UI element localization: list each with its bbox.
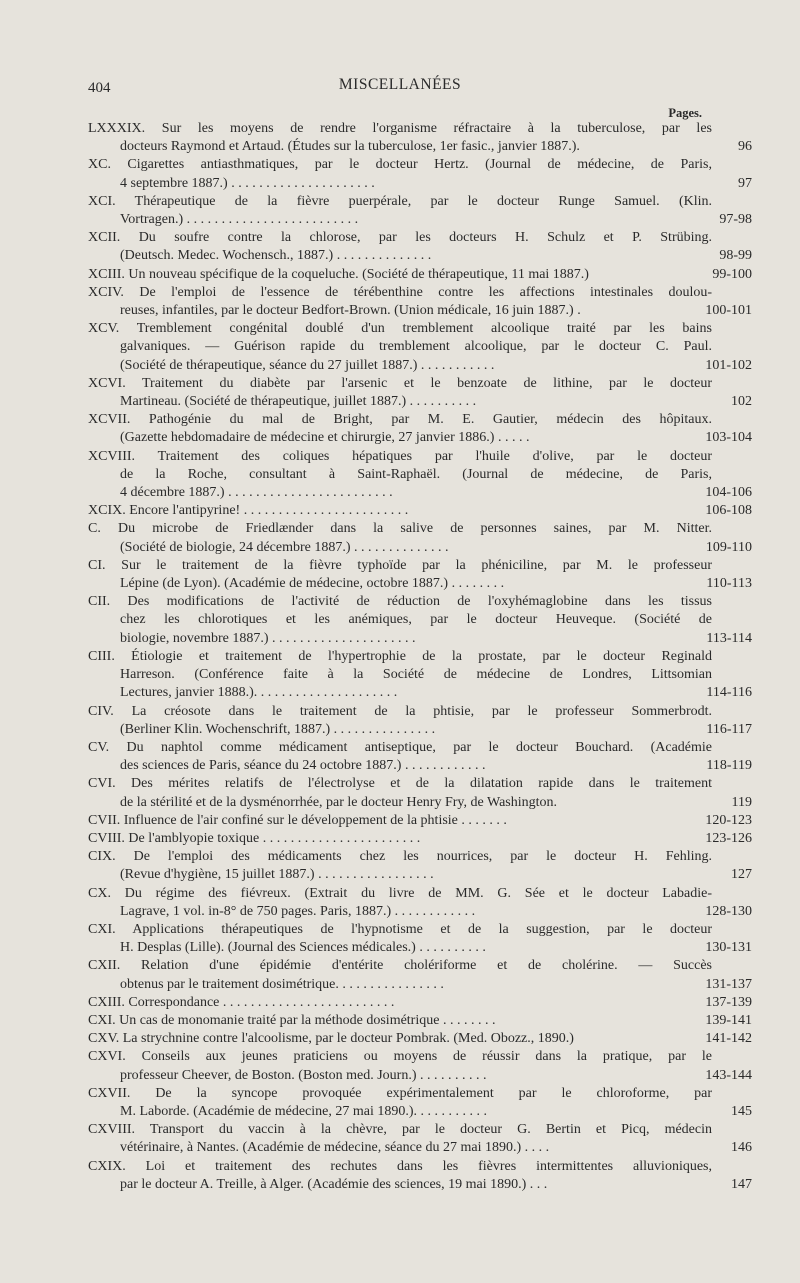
toc-entry bbox=[88, 320, 752, 375]
toc-entry-line: CXI. Applications thérapeutiques de l'hypnotisme et de la suggestion, par le docteur bbox=[88, 921, 712, 937]
toc-entry-line: CIII. Étiologie et traitement de l'hypertrophie de la prostate, par le docteur Reginald bbox=[88, 648, 712, 664]
toc-entry-line: XCIX. Encore l'antipyrine! . . . . . . . . . . . . . . . . . . . . . . . . bbox=[88, 503, 409, 519]
toc-entry bbox=[88, 448, 752, 503]
page-number: 404 bbox=[88, 80, 111, 96]
toc-entry-pages: 119 bbox=[731, 794, 752, 810]
toc-entry-pages: 106-108 bbox=[705, 503, 752, 519]
toc-entry-line: CX. Du régime des fiévreux. (Extrait du livre de MM. G. Sée et le docteur Labadie- bbox=[88, 885, 712, 901]
table-of-contents bbox=[88, 120, 752, 1194]
toc-entry-line: (Société de thérapeutique, séance du 27 juillet 1887.) . . . . . . . . . . . bbox=[120, 357, 495, 373]
toc-entry-line: M. Laborde. (Académie de médecine, 27 mai 1890.). . . . . . . . . . . bbox=[120, 1103, 488, 1119]
toc-entry bbox=[88, 1121, 752, 1157]
toc-entry bbox=[88, 1048, 752, 1084]
toc-entry-pages: 127 bbox=[731, 867, 752, 883]
toc-entry-pages: 147 bbox=[731, 1176, 752, 1192]
toc-entry-line: CXI. Un cas de monomanie traité par la méthode dosimétrique . . . . . . . . bbox=[88, 1012, 496, 1028]
toc-entry-line: XCII. Du soufre contre la chlorose, par les docteurs H. Schulz et P. Strübing. bbox=[88, 230, 712, 246]
toc-entry-pages: 116-117 bbox=[706, 721, 752, 737]
toc-entry bbox=[88, 848, 752, 884]
toc-entry-line: 4 septembre 1887.) . . . . . . . . . . . . . . . . . . . . . bbox=[120, 175, 375, 191]
toc-entry-pages: 145 bbox=[731, 1103, 752, 1119]
toc-entry-pages: 101-102 bbox=[705, 357, 752, 373]
toc-entry-pages: 146 bbox=[731, 1140, 752, 1156]
toc-entry-line: CVII. Influence de l'air confiné sur le développement de la phtisie . . . . . . . bbox=[88, 812, 507, 828]
toc-entry-line: CXVI. Conseils aux jeunes praticiens ou moyens de réussir dans la pratique, par le bbox=[88, 1049, 712, 1065]
toc-entry bbox=[88, 775, 752, 811]
toc-entry-pages: 102 bbox=[731, 394, 752, 410]
toc-entry bbox=[88, 921, 752, 957]
toc-entry bbox=[88, 957, 752, 993]
toc-entry-pages: 130-131 bbox=[705, 940, 752, 956]
toc-entry-line: galvaniques. — Guérison rapide du tremblement alcoolique, par le docteur C. Paul. bbox=[120, 339, 712, 355]
toc-entry-pages: 109-110 bbox=[705, 539, 752, 555]
toc-entry-line: XC. Cigarettes antiasthmatiques, par le docteur Hertz. (Journal de médecine, de Paris, bbox=[88, 157, 712, 173]
toc-entry-line: Vortragen.) . . . . . . . . . . . . . . . . . . . . . . . . . bbox=[120, 212, 359, 228]
toc-entry-line: C. Du microbe de Friedlænder dans la salive de personnes saines, par M. Nitter. bbox=[88, 521, 712, 537]
toc-entry-line: professeur Cheever, de Boston. (Boston med. Journ.) . . . . . . . . . . bbox=[120, 1067, 487, 1083]
toc-entry-line: (Gazette hebdomadaire de médecine et chirurgie, 27 janvier 1886.) . . . . . bbox=[120, 430, 530, 446]
toc-entry-line: Harreson. (Conférence faite à la Société de médecine de Londres, Littsomian bbox=[120, 667, 712, 683]
toc-entry bbox=[88, 648, 752, 703]
toc-entry-line: CXIII. Correspondance . . . . . . . . . . . . . . . . . . . . . . . . . bbox=[88, 994, 395, 1010]
toc-entry bbox=[88, 593, 752, 648]
toc-entry bbox=[88, 193, 752, 229]
running-title: MISCELLANÉES bbox=[338, 76, 462, 93]
toc-entry bbox=[88, 375, 752, 411]
toc-entry-line: XCVII. Pathogénie du mal de Bright, par M. E. Gautier, médecin des hôpitaux. bbox=[88, 412, 712, 428]
toc-entry bbox=[88, 557, 752, 593]
toc-entry bbox=[88, 739, 752, 775]
toc-entry bbox=[88, 411, 752, 447]
toc-entry-pages: 98-99 bbox=[719, 248, 752, 264]
toc-entry-line: CVI. Des mérites relatifs de l'électrolyse et de la dilatation rapide dans le traitement bbox=[88, 776, 712, 792]
toc-entry bbox=[88, 994, 752, 1012]
toc-entry-line: docteurs Raymond et Artaud. (Études sur la tuberculose, 1er fasic., janvier 1887.). bbox=[120, 139, 580, 155]
toc-entry-line: CXVIII. Transport du vaccin à la chèvre, par le docteur G. Bertin et Picq, médecin bbox=[88, 1122, 712, 1138]
toc-entry-line: CXII. Relation d'une épidémie d'entérite cholériforme et de cholérine. — Succès bbox=[88, 958, 712, 974]
toc-entry-line: Lectures, janvier 1888.). . . . . . . . . . . . . . . . . . . . . bbox=[120, 685, 398, 701]
toc-entry-pages: 118-119 bbox=[706, 758, 752, 774]
toc-entry-line: Lagrave, 1 vol. in-8° de 750 pages. Paris, 1887.) . . . . . . . . . . . . bbox=[120, 903, 476, 919]
toc-entry bbox=[88, 1158, 752, 1194]
toc-entry bbox=[88, 229, 752, 265]
toc-entry-line: par le docteur A. Treille, à Alger. (Académie des sciences, 19 mai 1890.) . . . bbox=[120, 1176, 548, 1192]
toc-entry-line: LXXXIX. Sur les moyens de rendre l'organisme réfractaire à la tuberculose, par les bbox=[88, 121, 712, 136]
toc-entry-line: H. Desplas (Lille). (Journal des Sciences médicales.) . . . . . . . . . . bbox=[120, 940, 486, 956]
toc-entry-line: CI. Sur le traitement de la fièvre typhoïde par la phéniciline, par M. le professeur bbox=[88, 557, 712, 573]
toc-entry-line: CV. Du naphtol comme médicament antiseptique, par le docteur Bouchard. (Académie bbox=[88, 739, 712, 755]
toc-entry-pages: 97-98 bbox=[719, 212, 752, 228]
toc-entry-line: XCI. Thérapeutique de la fièvre puerpérale, par le docteur Runge Samuel. (Klin. bbox=[88, 193, 712, 209]
toc-entry-line: CXVII. De la syncope provoquée expérimentalement par le chloroforme, par bbox=[88, 1085, 712, 1101]
toc-entry bbox=[88, 266, 752, 284]
toc-entry-line: Lépine (de Lyon). (Académie de médecine, octobre 1887.) . . . . . . . . bbox=[120, 576, 505, 592]
toc-entry-pages: 113-114 bbox=[706, 630, 752, 646]
toc-entry-pages: 110-113 bbox=[706, 576, 752, 592]
toc-entry-line: vétérinaire, à Nantes. (Académie de médecine, séance du 27 mai 1890.) . . . . bbox=[120, 1140, 550, 1156]
toc-entry-line: 4 décembre 1887.) . . . . . . . . . . . . . . . . . . . . . . . . bbox=[120, 485, 393, 501]
toc-entry-line: (Revue d'hygiène, 15 juillet 1887.) . . . . . . . . . . . . . . . . . bbox=[120, 867, 434, 883]
toc-entry bbox=[88, 156, 752, 192]
toc-entry-line: reuses, infantiles, par le docteur Bedfort-Brown. (Union médicale, 16 juin 1887.) . bbox=[120, 303, 581, 319]
toc-entry-line: XCIV. De l'emploi de l'essence de térébenthine contre les affections intestinales doulou- bbox=[88, 284, 712, 300]
toc-entry-pages: 123-126 bbox=[705, 830, 752, 846]
toc-entry-line: CXIX. Loi et traitement des rechutes dans les fièvres intermittentes alluvioniques, bbox=[88, 1158, 712, 1174]
toc-entry-pages: 99-100 bbox=[712, 266, 752, 282]
toc-entry bbox=[88, 1085, 752, 1121]
toc-entry bbox=[88, 1012, 752, 1030]
toc-entry-line: CII. Des modifications de l'activité de réduction de l'oxyhémaglobine dans les tissus bbox=[88, 594, 712, 610]
toc-entry-line: CIX. De l'emploi des médicaments chez les nourrices, par le docteur H. Fehling. bbox=[88, 849, 712, 865]
toc-entry-line: (Berliner Klin. Wochenschrift, 1887.) . . . . . . . . . . . . . . . bbox=[120, 721, 436, 737]
toc-entry-pages: 97 bbox=[738, 175, 752, 191]
toc-entry bbox=[88, 520, 752, 556]
toc-entry-pages: 137-139 bbox=[705, 994, 752, 1010]
toc-entry-pages: 141-142 bbox=[705, 1031, 752, 1047]
toc-entry bbox=[88, 703, 752, 739]
toc-entry-line: de la Roche, consultant à Saint-Raphaël. (Journal de médecine, de Paris, bbox=[120, 466, 712, 482]
toc-entry-line: Martineau. (Société de thérapeutique, juillet 1887.) . . . . . . . . . . bbox=[120, 394, 477, 410]
toc-entry-pages: 100-101 bbox=[705, 303, 752, 319]
toc-entry-pages: 96 bbox=[738, 139, 752, 155]
toc-entry-line: CXV. La strychnine contre l'alcoolisme, par le docteur Pombrak. (Med. Obozz., 1890.) bbox=[88, 1031, 574, 1047]
toc-entry-line: XCVIII. Traitement des coliques hépatiques par l'huile d'olive, par le docteur bbox=[88, 448, 712, 464]
toc-entry-pages: 120-123 bbox=[705, 812, 752, 828]
toc-entry-pages: 131-137 bbox=[705, 976, 752, 992]
toc-entry-line: XCVI. Traitement du diabète par l'arsenic et le benzoate de lithine, par le docteur bbox=[88, 375, 712, 391]
toc-entry-line: CVIII. De l'amblyopie toxique . . . . . . . . . . . . . . . . . . . . . . . bbox=[88, 830, 421, 846]
toc-entry-line: (Deutsch. Medec. Wochensch., 1887.) . . . . . . . . . . . . . . bbox=[120, 248, 432, 264]
toc-entry-line: (Société de biologie, 24 décembre 1887.) . . . . . . . . . . . . . . bbox=[120, 539, 449, 555]
page-header bbox=[0, 76, 800, 100]
toc-entry bbox=[88, 120, 752, 156]
toc-entry-pages: 139-141 bbox=[705, 1012, 752, 1028]
toc-entry bbox=[88, 502, 752, 520]
pages-column-label: Pages. bbox=[668, 106, 702, 120]
toc-entry-line: des sciences de Paris, séance du 24 octobre 1887.) . . . . . . . . . . . . bbox=[120, 758, 486, 774]
toc-entry-line: chez les chlorotiques et les anémiques, par le docteur Heuveque. (Société de bbox=[120, 612, 712, 628]
toc-entry-line: CIV. La créosote dans le traitement de la phtisie, par le professeur Sommerbrodt. bbox=[88, 703, 712, 719]
toc-entry bbox=[88, 885, 752, 921]
toc-entry bbox=[88, 284, 752, 320]
toc-entry-line: biologie, novembre 1887.) . . . . . . . . . . . . . . . . . . . . . bbox=[120, 630, 416, 646]
toc-entry-line: obtenus par le traitement dosimétrique. . . . . . . . . . . . . . . . bbox=[120, 976, 444, 992]
toc-entry bbox=[88, 812, 752, 830]
toc-entry-pages: 114-116 bbox=[706, 685, 752, 701]
toc-entry-line: XCIII. Un nouveau spécifique de la coqueluche. (Société de thérapeutique, 11 mai 1887.) bbox=[88, 266, 589, 282]
toc-entry-line: de la stérilité et de la dysménorrhée, par le docteur Henry Fry, de Washington. bbox=[120, 794, 558, 810]
toc-entry-pages: 128-130 bbox=[705, 903, 752, 919]
toc-entry bbox=[88, 830, 752, 848]
toc-entry-line: XCV. Tremblement congénital doublé d'un tremblement alcoolique traité par les bains bbox=[88, 321, 712, 337]
toc-entry bbox=[88, 1030, 752, 1048]
toc-entry-pages: 103-104 bbox=[705, 430, 752, 446]
toc-entry-pages: 104-106 bbox=[705, 485, 752, 501]
toc-entry-pages: 143-144 bbox=[705, 1067, 752, 1083]
